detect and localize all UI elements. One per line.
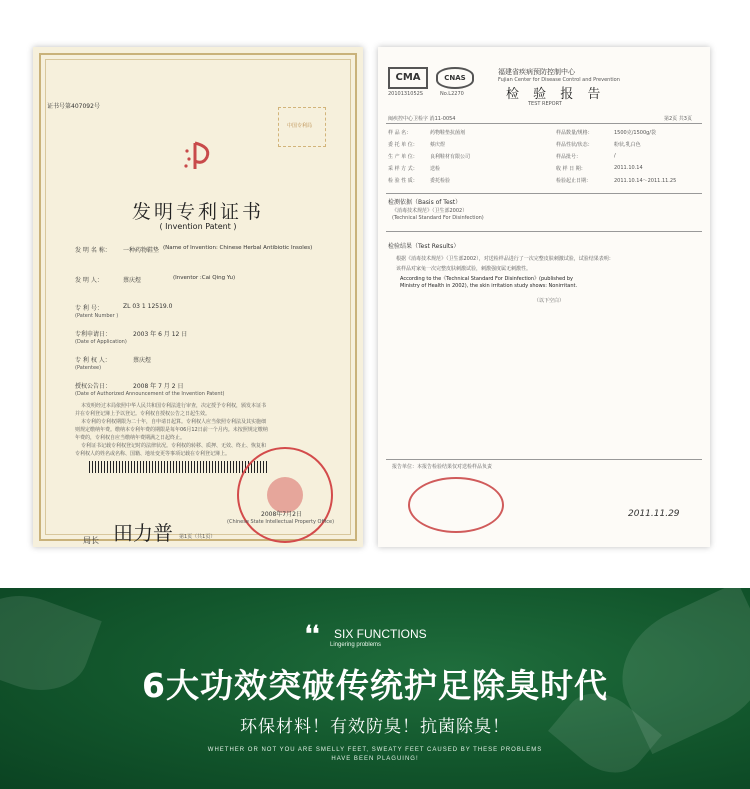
inventor-en: (Inventor :Cai Qing Yu) bbox=[173, 275, 236, 281]
patent-number-label: 专 利 号： bbox=[75, 305, 103, 312]
patent-number-value: ZL 03 1 12519.0 bbox=[123, 303, 173, 310]
patent-office-logo-icon bbox=[183, 139, 217, 173]
office-name-en: (Chinese State Intellectual Property Office) bbox=[227, 519, 335, 525]
patentee-label: 专 利 权 人： bbox=[75, 357, 111, 364]
body-line-5: 年费的，专利权自应当缴纳年费期满之日起终止。 bbox=[75, 435, 186, 441]
grant-date-label: 授权公告日： bbox=[75, 383, 112, 390]
divider bbox=[386, 193, 702, 194]
page-number: 第1页（共1页） bbox=[179, 534, 216, 540]
result-label: 检验结果（Test Results） bbox=[388, 243, 460, 250]
info-row-value: 2011.10.14～2011.11.25 bbox=[614, 178, 677, 184]
banner-footer-2: HAVE BEEN PLAGUING! bbox=[331, 756, 419, 762]
body-line-3: 本专利的专利权期限为二十年，自申请日起算。专利权人应当依照专利法及其实施细 bbox=[81, 419, 267, 425]
director-signature: 田力普 bbox=[113, 521, 173, 545]
report-page-info: 第2页 共3页 bbox=[664, 116, 692, 122]
application-date-value: 2003 年 6 月 12 日 bbox=[133, 331, 188, 338]
info-row-label: 样品数量/规格： bbox=[556, 130, 593, 136]
lingering-problems: Lingering problems bbox=[330, 642, 382, 648]
info-row-label: 委 托 单 位： bbox=[388, 142, 418, 148]
body-line-2: 并在专利登记簿上予以登记。专利权自授权公告之日起生效。 bbox=[75, 411, 211, 417]
seal-emblem-icon bbox=[267, 477, 303, 513]
cnas-logo: CNAS bbox=[436, 67, 474, 89]
report-title: 检 验 报 告 bbox=[506, 87, 606, 102]
divider bbox=[386, 123, 702, 124]
info-row-label: 检 验 性 质： bbox=[388, 178, 418, 184]
info-row-value: 送检 bbox=[430, 166, 441, 172]
grant-date-en: (Date of Authorized Announcement of the Invention Patent) bbox=[75, 391, 225, 397]
quote-mark-icon: ❛❛ bbox=[305, 621, 320, 646]
info-row-label: 收 样 日 期： bbox=[556, 166, 586, 172]
patent-title: 发明专利证书 bbox=[131, 201, 264, 223]
body-line-1: 本发明经过本局依照中华人民共和国专利法进行审查，决定授予专利权，颁发本证书 bbox=[81, 403, 267, 409]
info-row-value: 1500克/1500g/袋 bbox=[614, 130, 656, 136]
patent-number-en: (Patent Number ) bbox=[75, 313, 119, 319]
issue-date: 2008年7月2日 bbox=[261, 511, 302, 518]
cnas-number: No.L2270 bbox=[440, 91, 464, 97]
info-row-label: 生 产 单 位： bbox=[388, 154, 418, 160]
state-office-seal bbox=[237, 447, 333, 543]
result-line-1: 根据《消毒技术规范》（卫生部2002），对送检样品进行了一次完整皮肤刺激试验，试验结果表明： bbox=[396, 256, 614, 262]
patentee-en: (Patentee) bbox=[75, 365, 102, 371]
small-seal bbox=[278, 107, 326, 147]
patent-title-en: ( Invention Patent ) bbox=[159, 222, 237, 231]
info-row-value: 粉状,乳白色 bbox=[614, 142, 641, 148]
body-line-7: 专利权人的姓名或名称、国籍、地址变更等事项记载在专利登记簿上。 bbox=[75, 451, 231, 457]
cma-number: 2010131052S bbox=[388, 91, 423, 97]
invention-label: 发 明 名 称： bbox=[75, 247, 111, 254]
banner-headline: 6大功效突破传统护足除臭时代 bbox=[142, 666, 608, 705]
cma-logo: CMA bbox=[388, 67, 428, 89]
grant-date-value: 2008 年 7 月 2 日 bbox=[133, 383, 184, 390]
info-row-value: 蔡庆煜 bbox=[430, 142, 446, 148]
patentee-value: 蔡庆煜 bbox=[133, 357, 152, 364]
info-row-value: 委托检验 bbox=[430, 178, 451, 184]
org-name-en: Fujian Center for Disease Control and Prevention bbox=[498, 77, 620, 83]
report-number: 闽疾控中心卫检字 消11-0054 bbox=[388, 116, 456, 122]
report-seal bbox=[408, 477, 504, 533]
body-line-6: 专利证书记载专利权登记时的法律状况。专利权的转移、质押、无效、终止、恢复和 bbox=[81, 443, 267, 449]
result-line-2: 该样品对家兔一次完整皮肤刺激试验，刺激强度属无刺激性。 bbox=[396, 266, 532, 272]
banner-footer-1: WHETHER OR NOT YOU ARE SMELLY FEET, SWEATY FEET CAUSED BY THESE PROBLEMS bbox=[207, 747, 543, 753]
info-row-value: 良利鞋材有限公司 bbox=[430, 154, 471, 160]
blank-note: （以下空白） bbox=[534, 298, 565, 304]
info-row-label: 样 品 名： bbox=[388, 130, 412, 136]
info-row-value: 药物鞋垫抗菌剂 bbox=[430, 130, 466, 136]
divider bbox=[386, 231, 702, 232]
body-line-4: 则规定缴纳年费。缴纳本专利年费的期限是每年06月12日前一个月内。未按照规定缴纳 bbox=[75, 427, 268, 433]
footer-note: 报告单位：本报告检验结果仅对送检样品负责 bbox=[392, 464, 493, 470]
result-line-4: Ministry of Health in 2002), the skin irritation study shows: Nonirritant. bbox=[400, 283, 578, 289]
info-row-label: 检验起止日期： bbox=[556, 178, 592, 184]
application-date-en: (Date of Application) bbox=[75, 339, 127, 345]
test-report bbox=[378, 47, 710, 547]
banner-subline: 环保材料！有效防臭！抗菌除臭！ bbox=[240, 717, 510, 737]
barcode bbox=[89, 461, 267, 473]
director-label: 局长 bbox=[83, 536, 99, 545]
basis-label: 检测依据（Basis of Test） bbox=[388, 199, 462, 206]
application-date-label: 专利申请日： bbox=[75, 331, 112, 338]
six-functions-title: SIX FUNCTIONS bbox=[334, 627, 427, 641]
invention-value: 一种药物鞋垫 bbox=[123, 247, 160, 254]
info-row-value: 2011.10.14 bbox=[614, 165, 643, 171]
info-row-label: 样品性状/状态： bbox=[556, 142, 593, 148]
report-title-en: TEST REPORT bbox=[528, 101, 562, 107]
basis-value: 《消毒技术规范》（卫生部2002） bbox=[392, 208, 468, 214]
basis-en: (Technical Standard For Disinfection) bbox=[392, 215, 484, 221]
info-row-label: 采 样 方 式： bbox=[388, 166, 418, 172]
org-name-cn: 福建省疾病预防控制中心 bbox=[498, 68, 575, 76]
invention-en: (Name of Invention: Chinese Herbal Antibiotic Insoles) bbox=[163, 245, 313, 251]
info-row-value: / bbox=[614, 153, 616, 159]
info-row-label: 样品批号： bbox=[556, 154, 582, 160]
certificate-number: 证书号第407092号 bbox=[47, 103, 100, 110]
inventor-value: 蔡庆煜 bbox=[123, 277, 142, 284]
result-line-3: According to the《Technical Standard For Disinfection》(published by bbox=[400, 276, 574, 282]
report-date: 2011.11.29 bbox=[628, 509, 680, 519]
inventor-label: 发 明 人： bbox=[75, 277, 103, 284]
small-seal-text: 中国专利局 bbox=[287, 123, 313, 129]
divider bbox=[386, 459, 702, 460]
patent-certificate bbox=[33, 47, 363, 547]
